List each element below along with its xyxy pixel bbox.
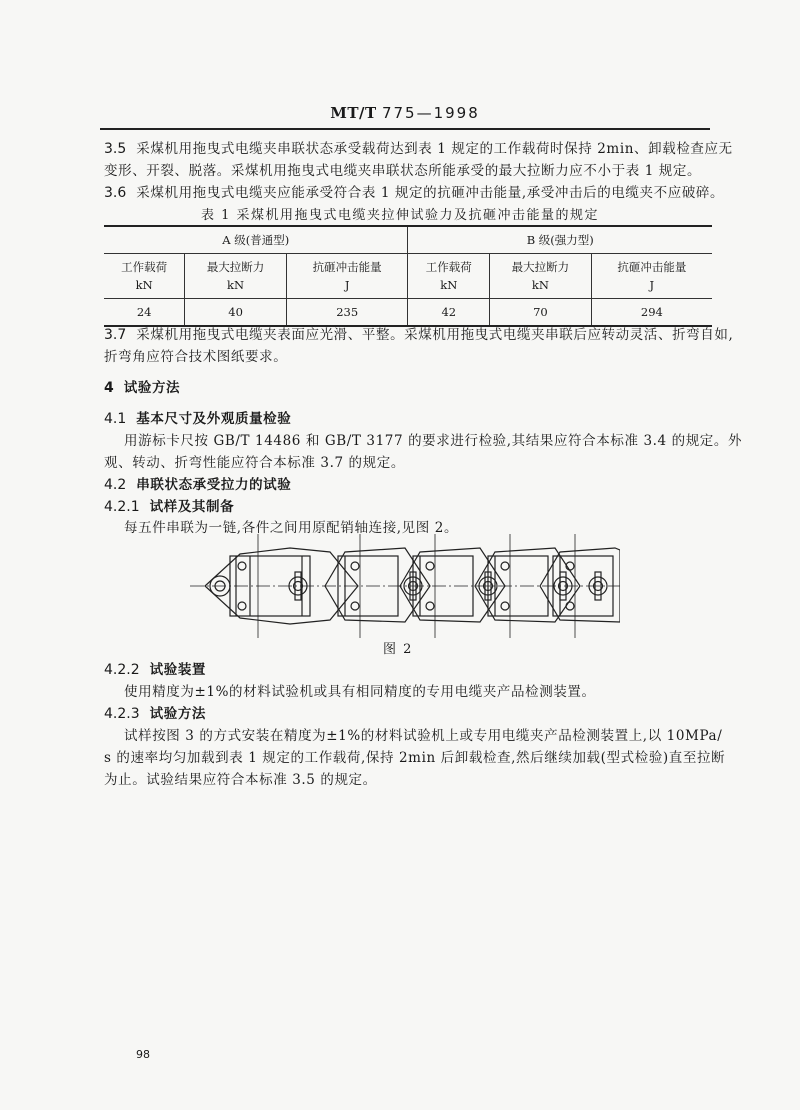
column-header: 抗砸冲击能量 J [286, 254, 408, 299]
clause-4-2-3-line1: 试样按图 3 的方式安装在精度为±1%的材料试验机上或专用电缆夹产品检测装置上,以 10MPa/ [124, 728, 723, 744]
clause-4-1-line2: 观、转动、折弯性能应符合本标准 3.7 的规定。 [104, 455, 405, 471]
clause-4-2-3-line2: s 的速率均匀加载到表 1 规定的工作载荷,保持 2min 后卸载检查,然后继续加载(型式检验)直至拉断 [104, 750, 726, 766]
clause-title: 试验方法 [149, 706, 207, 722]
clause-text: 采煤机用拖曳式电缆夹串联状态承受载荷达到表 1 规定的工作载荷时保持 2min、卸载检查应无 [136, 141, 733, 157]
clause-title: 串联状态承受拉力的试验 [136, 477, 292, 493]
clause-4-2-2-heading [104, 660, 206, 680]
table-cell: 24 [104, 299, 185, 327]
clause-title: 基本尺寸及外观质量检验 [136, 411, 292, 427]
clause-number: 3.6 [104, 185, 127, 201]
standard-code: MT/T [330, 104, 377, 122]
table-cell: 70 [490, 299, 592, 327]
table-cell: 42 [408, 299, 490, 327]
clause-number: 4.2.3 [104, 706, 140, 722]
group-header-a: A 级(普通型) [104, 226, 408, 254]
clause-3-7-line1 [104, 325, 733, 345]
figure-2-cable-clip-chain [190, 530, 620, 642]
clause-title: 试验装置 [149, 662, 207, 678]
clause-number: 4.2.2 [104, 662, 140, 678]
clause-number: 4.2 [104, 477, 127, 493]
clause-4-1-heading [104, 409, 291, 429]
clause-number: 4.2.1 [104, 499, 140, 515]
column-header: 最大拉断力 kN [185, 254, 287, 299]
standard-number: 775—1998 [381, 104, 480, 122]
clause-4-2-1-line1: 每五件串联为一链,各件之间用原配销轴连接,见图 2。 [124, 520, 459, 536]
table-cell: 235 [286, 299, 408, 327]
clause-4-2-2-line1: 使用精度为±1%的材料试验机或具有相同精度的专用电缆夹产品检测装置。 [124, 684, 596, 700]
clause-4-1-line1: 用游标卡尺按 GB/T 14486 和 GB/T 3177 的要求进行检验,其结果应符合本标准 3.4 的规定。外 [124, 433, 743, 449]
clause-4-2-heading [104, 475, 291, 495]
table-cell: 294 [591, 299, 712, 327]
clause-3-5-line1 [104, 139, 733, 159]
clause-title: 试样及其制备 [149, 499, 235, 515]
table-caption: 表 1 采煤机用拖曳式电缆夹拉伸试验力及抗砸冲击能量的规定 [200, 208, 600, 223]
section-4-heading [104, 378, 180, 398]
clause-number: 3.5 [104, 141, 127, 157]
table-cell: 40 [185, 299, 287, 327]
page-number: 98 [136, 1048, 150, 1061]
section-number: 4 [104, 380, 114, 396]
column-header: 抗砸冲击能量 J [591, 254, 712, 299]
clause-text: 采煤机用拖曳式电缆夹应能承受符合表 1 规定的抗砸冲击能量,承受冲击后的电缆夹不应破碎。 [136, 185, 725, 201]
table-row [104, 299, 712, 327]
group-header-b: B 级(强力型) [408, 226, 712, 254]
page-header [100, 104, 710, 130]
clause-3-7-line2: 折弯角应符合技术图纸要求。 [104, 349, 288, 365]
table-1 [104, 225, 712, 327]
clause-number: 3.7 [104, 327, 127, 343]
clause-4-2-1-heading [104, 497, 234, 517]
figure-caption: 图 2 [383, 642, 413, 657]
section-title: 试验方法 [123, 380, 181, 396]
clause-4-2-3-heading [104, 704, 206, 724]
clause-3-6 [104, 183, 724, 203]
column-header: 工作载荷 kN [104, 254, 185, 299]
clause-4-2-3-line3: 为止。试验结果应符合本标准 3.5 的规定。 [104, 772, 377, 788]
column-header: 最大拉断力 kN [490, 254, 592, 299]
clause-text: 采煤机用拖曳式电缆夹表面应光滑、平整。采煤机用拖曳式电缆夹串联后应转动灵活、折弯自如, [136, 327, 734, 343]
clause-3-5-line2: 变形、开裂、脱落。采煤机用拖曳式电缆夹串联状态所能承受的最大拉断力应不小于表 1 规定。 [104, 163, 702, 179]
clause-number: 4.1 [104, 411, 127, 427]
column-header: 工作载荷 kN [408, 254, 490, 299]
